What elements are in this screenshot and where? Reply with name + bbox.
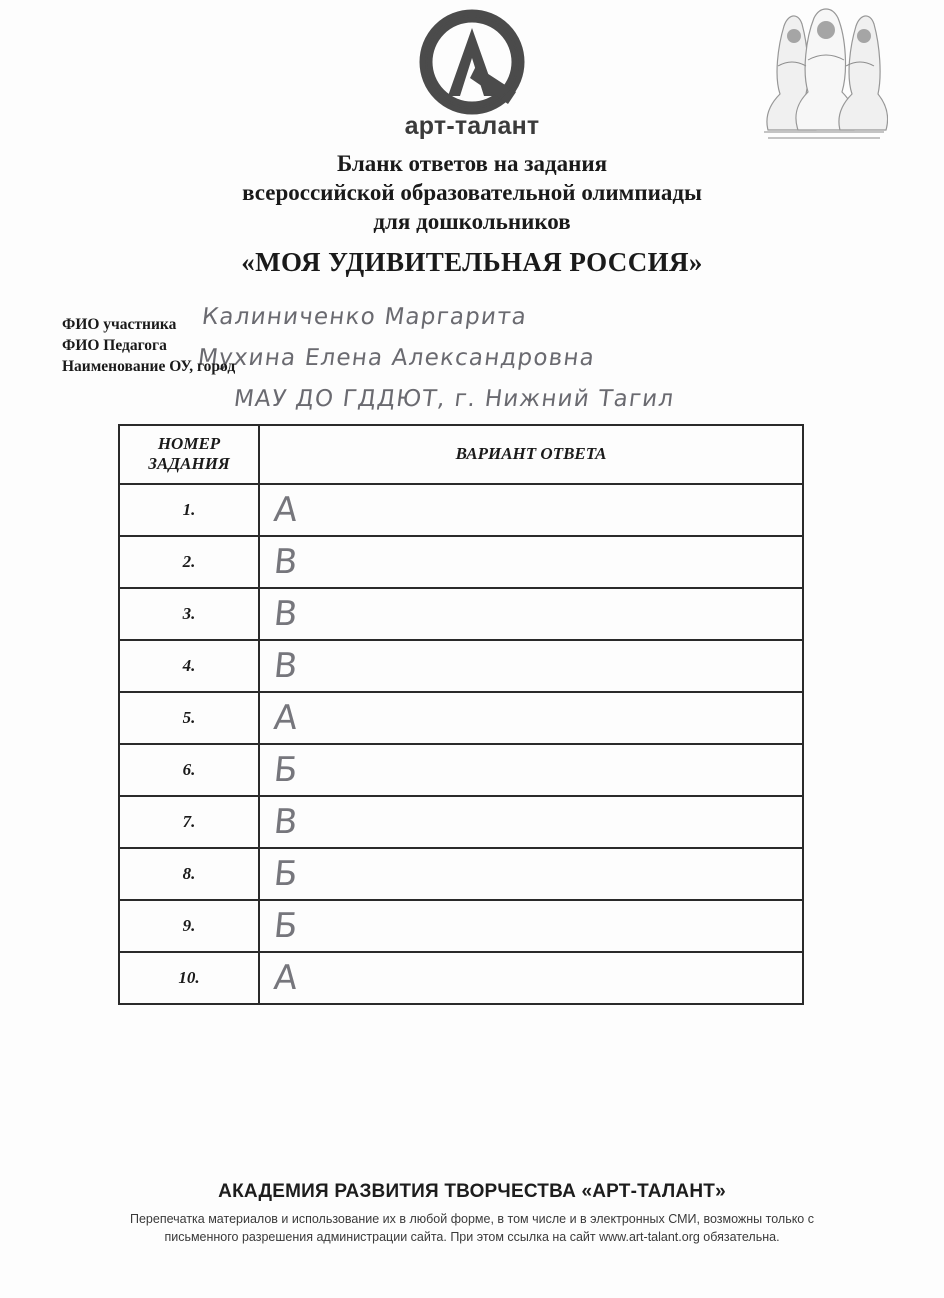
row-answer-value: В bbox=[271, 541, 300, 582]
row-answer-cell[interactable] bbox=[259, 484, 803, 536]
row-answer-cell[interactable] bbox=[259, 848, 803, 900]
row-answer-cell[interactable] bbox=[259, 952, 803, 1004]
row-answer-cell[interactable] bbox=[259, 692, 803, 744]
footer-note: Перепечатка материалов и использование их в любой форме, в том числе и в электронных СМИ, возможны только с письменного разрешения администрации сайта. При этом ссылка на сайт www.art-talant.org обязательна. bbox=[129, 1211, 814, 1244]
column-header-answer: ВАРИАНТ ОТВЕТА bbox=[259, 425, 803, 484]
column-header-number-line1: НОМЕР bbox=[157, 434, 221, 453]
row-number: 5. bbox=[119, 692, 259, 744]
table-row bbox=[119, 952, 803, 1004]
page-footer bbox=[0, 1181, 944, 1246]
table-row bbox=[119, 692, 803, 744]
row-number: 2. bbox=[119, 536, 259, 588]
row-answer-cell[interactable] bbox=[259, 744, 803, 796]
row-answer-value: В bbox=[271, 801, 300, 842]
answers-table bbox=[118, 424, 804, 1005]
field-value-participant: Калиниченко Маргарита bbox=[200, 304, 529, 330]
row-number: 3. bbox=[119, 588, 259, 640]
brand-wordmark: арт-талант bbox=[404, 112, 540, 140]
field-institution bbox=[62, 358, 882, 412]
row-number: 10. bbox=[119, 952, 259, 1004]
table-row bbox=[119, 744, 803, 796]
row-answer-value: Б bbox=[271, 853, 300, 894]
column-header-number bbox=[119, 425, 259, 484]
row-answer-cell[interactable] bbox=[259, 588, 803, 640]
column-header-number-line2: ЗАДАНИЯ bbox=[148, 454, 230, 474]
row-answer-value: В bbox=[271, 645, 300, 686]
title-line-4: «МОЯ УДИВИТЕЛЬНАЯ РОССИЯ» bbox=[241, 247, 703, 278]
table-row bbox=[119, 588, 803, 640]
row-answer-cell[interactable] bbox=[259, 796, 803, 848]
participant-fields bbox=[62, 304, 882, 412]
field-value-institution: МАУ ДО ГДДЮТ, г. Нижний Тагил bbox=[232, 386, 676, 412]
row-answer-value: В bbox=[271, 593, 300, 634]
table-row bbox=[119, 796, 803, 848]
table-row bbox=[119, 536, 803, 588]
title-line-2: всероссийской образовательной олимпиады bbox=[242, 179, 702, 205]
table-header-row bbox=[119, 425, 803, 484]
row-number: 6. bbox=[119, 744, 259, 796]
row-answer-value: А bbox=[271, 957, 300, 998]
row-number: 7. bbox=[119, 796, 259, 848]
row-number: 1. bbox=[119, 484, 259, 536]
row-number: 8. bbox=[119, 848, 259, 900]
field-participant-name bbox=[62, 304, 882, 337]
title-line-3: для дошкольников bbox=[373, 208, 571, 234]
footer-title: АКАДЕМИЯ РАЗВИТИЯ ТВОРЧЕСТВА «АРТ-ТАЛАНТ» bbox=[218, 1180, 726, 1202]
row-number: 9. bbox=[119, 900, 259, 952]
row-answer-cell[interactable] bbox=[259, 536, 803, 588]
page-title bbox=[0, 150, 944, 280]
row-answer-value: Б bbox=[271, 905, 300, 946]
row-answer-value: А bbox=[271, 489, 300, 530]
art-talant-logo-icon bbox=[412, 8, 532, 116]
answers-table-wrapper bbox=[118, 424, 804, 1005]
table-row bbox=[119, 848, 803, 900]
row-answer-value: Б bbox=[271, 749, 300, 790]
title-line-1: Бланк ответов на задания bbox=[336, 151, 608, 176]
field-label-institution: Наименование ОУ, город bbox=[62, 358, 236, 375]
answers-table-body bbox=[119, 484, 803, 1004]
matryoshka-illustration-icon bbox=[758, 6, 888, 146]
table-row bbox=[119, 900, 803, 952]
row-answer-cell[interactable] bbox=[259, 900, 803, 952]
row-answer-cell[interactable] bbox=[259, 640, 803, 692]
field-label-teacher: ФИО Педагога bbox=[62, 337, 167, 354]
field-value-teacher: Мухина Елена Александровна bbox=[196, 345, 597, 371]
table-row bbox=[119, 484, 803, 536]
row-number: 4. bbox=[119, 640, 259, 692]
table-row bbox=[119, 640, 803, 692]
field-label-participant: ФИО участника bbox=[62, 316, 177, 333]
row-answer-value: А bbox=[271, 697, 300, 738]
